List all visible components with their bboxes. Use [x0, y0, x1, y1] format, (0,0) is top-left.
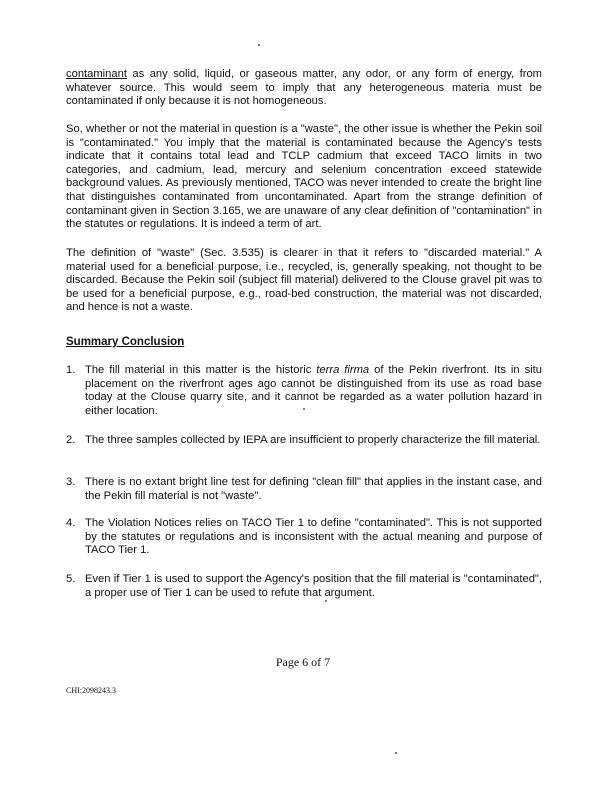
- term-contaminant: contaminant: [66, 68, 127, 80]
- item-text-part: of the Pekin riverfront. Its in situ placement on the riverfront ages ago cannot be distinguished from its use as road base today at the Clouse quarry site, and it cannot be regarded as a water pollution hazard in either location.: [85, 364, 542, 417]
- page-number: Page 6 of 7: [275, 655, 331, 669]
- scan-speck: [303, 408, 305, 410]
- item-text: The three samples collected by IEPA are insufficient to properly characterize the fill material.: [85, 434, 541, 446]
- paragraph-contamination-issue: So, whether or not the material in question is a "waste", the other issue is whether the Pekin soil is "contaminated." You imply that the material is contaminated because the Agency's tests indicate that it contains total lead and TCLP cadmium that exceed TACO limits in two categories, and cadmium, lead, mercury and selenium concentration exceed statewide background values. As previously mentioned, TACO was never intended to create the bright line that distinguishes contaminated from uncontaminated. Apart from the strange definition of contaminant given in Section 3.165, we are unaware of any clear definition of "contamination" in the statutes or regulations. It is indeed a term of art.: [66, 123, 542, 231]
- scan-speck: [395, 752, 397, 754]
- item-text: There is no extant bright line test for defining "clean fill" that applies in the instant case, and the Pekin fill material is not "waste".: [85, 476, 542, 502]
- item-text: [85, 364, 542, 418]
- scan-speck: [258, 44, 260, 46]
- paragraph-1-text: as any solid, liquid, or gaseous matter, any odor, or any form of energy, from whatever source. This would seem to imply that any heterogeneous materia must be contaminated if only because it is not homogeneous.: [66, 68, 542, 108]
- section-heading-summary: Summary Conclusion: [66, 336, 185, 348]
- item-number: 2.: [66, 434, 76, 446]
- scan-speck: [325, 600, 327, 602]
- item-text: The Violation Notices relies on TACO Tier 1 to define "contaminated". This is not supported by the statutes or regulations and is inconsistent with the actual meaning and purpose of TACO Tier 1.: [85, 517, 542, 557]
- summary-item-1: [66, 364, 542, 418]
- summary-item-5: [66, 573, 542, 600]
- item-number: 1.: [66, 364, 76, 376]
- item-number: 3.: [66, 476, 76, 488]
- paragraph-contaminant-definition: [66, 68, 542, 109]
- summary-item-3: [66, 476, 542, 503]
- item-text: Even if Tier 1 is used to support the Agency's position that the fill material is "contaminated", a proper use of Tier 1 can be used to refute that argument.: [85, 573, 542, 599]
- paragraph-waste-definition: The definition of "waste" (Sec. 3.535) is clearer in that it refers to "discarded material." A material used for a beneficial purpose, i.e., recycled, is, generally speaking, not thought to be discarded. Because the Pekin soil (subject fill material) delivered to the Clouse gravel pit was to be used for a beneficial purpose, e.g., road-bed construction, the material was not discarded, and hence is not a waste.: [66, 247, 542, 314]
- item-number: 5.: [66, 573, 76, 585]
- summary-item-2: [66, 434, 542, 448]
- summary-item-4: [66, 517, 542, 558]
- item-number: 4.: [66, 517, 76, 529]
- item-text-emphasis: terra firma: [316, 364, 370, 376]
- item-text-part: The fill material in this matter is the historic: [85, 364, 317, 376]
- document-id: CHI:2098243.3: [66, 686, 116, 695]
